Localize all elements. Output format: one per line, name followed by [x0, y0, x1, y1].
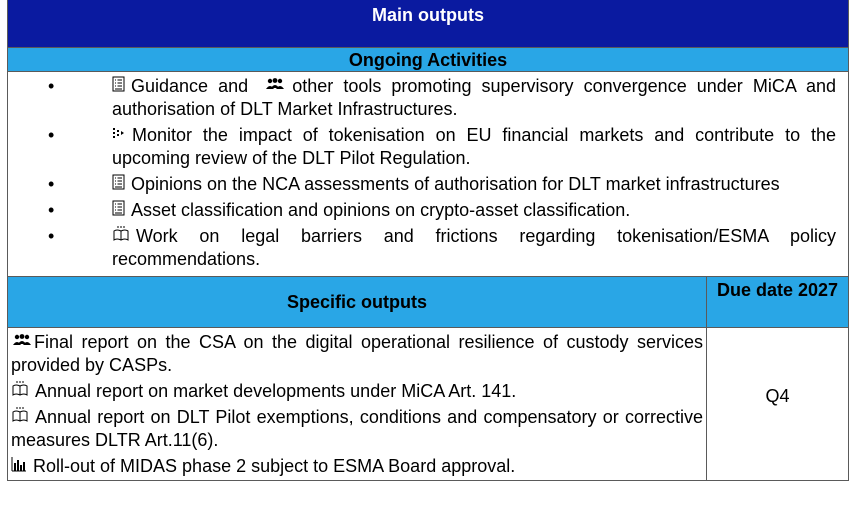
due-date-value: Q4 — [765, 385, 790, 406]
specific-outputs-row — [8, 328, 848, 481]
output-text: Annual report on DLT Pilot exemptions, conditions and compensatory or corrective measures DLTR Art.11(6). — [11, 407, 703, 450]
monitor-flow-icon — [112, 127, 126, 141]
list-item — [11, 380, 703, 403]
activity-text: Opinions on the NCA assessments of authorisation for DLT market infrastructures — [131, 174, 780, 194]
specific-outputs-header: Specific outputs — [8, 277, 707, 327]
bar-chart-icon — [11, 457, 27, 472]
activity-text: Work on legal barriers and frictions regarding tokenisation/ESMA policy recommendations. — [112, 226, 836, 269]
activity-text: Asset classification and opinions on crypto-asset classification. — [131, 200, 631, 220]
document-list-icon — [112, 174, 125, 190]
main-outputs-table — [7, 0, 849, 481]
list-item — [8, 225, 848, 271]
list-item — [8, 124, 848, 170]
open-book-icon — [112, 226, 130, 242]
list-item — [8, 173, 848, 196]
bullet: • — [48, 174, 55, 194]
list-item — [11, 455, 703, 478]
bullet: • — [48, 226, 55, 246]
people-group-icon — [264, 78, 286, 92]
main-outputs-header: Main outputs — [8, 0, 848, 48]
document-list-icon — [112, 200, 125, 216]
list-item — [11, 406, 703, 452]
output-text: Annual report on market developments under MiCA Art. 141. — [35, 381, 517, 401]
ongoing-activities-header: Ongoing Activities — [8, 48, 848, 72]
activity-text: Monitor the impact of tokenisation on EU financial markets and contribute to the upcoming review of the DLT Pilot Regulation. — [112, 125, 836, 168]
output-text: Final report on the CSA on the digital operational resilience of custody services provided by CASPs. — [11, 332, 703, 375]
bullet: • — [48, 200, 55, 220]
open-book-icon — [11, 407, 29, 423]
list-item — [8, 75, 848, 121]
list-item — [11, 331, 703, 377]
specific-outputs-list — [8, 328, 707, 480]
ongoing-activities-list — [8, 72, 848, 277]
bullet: • — [48, 76, 55, 96]
open-book-icon — [11, 381, 29, 397]
specific-outputs-header-row — [8, 277, 848, 328]
activity-text: Guidance and — [131, 76, 249, 96]
bullet: • — [48, 125, 55, 145]
people-group-icon — [11, 334, 33, 348]
list-item — [8, 199, 848, 222]
due-date-header: Due date 2027 — [716, 280, 839, 300]
output-text: Roll-out of MIDAS phase 2 subject to ESMA Board approval. — [33, 456, 516, 476]
activity-text: other tools promoting supervisory convergence under MiCA and authorisation of DLT Market Infrastructures. — [112, 76, 836, 119]
document-list-icon — [112, 76, 125, 92]
